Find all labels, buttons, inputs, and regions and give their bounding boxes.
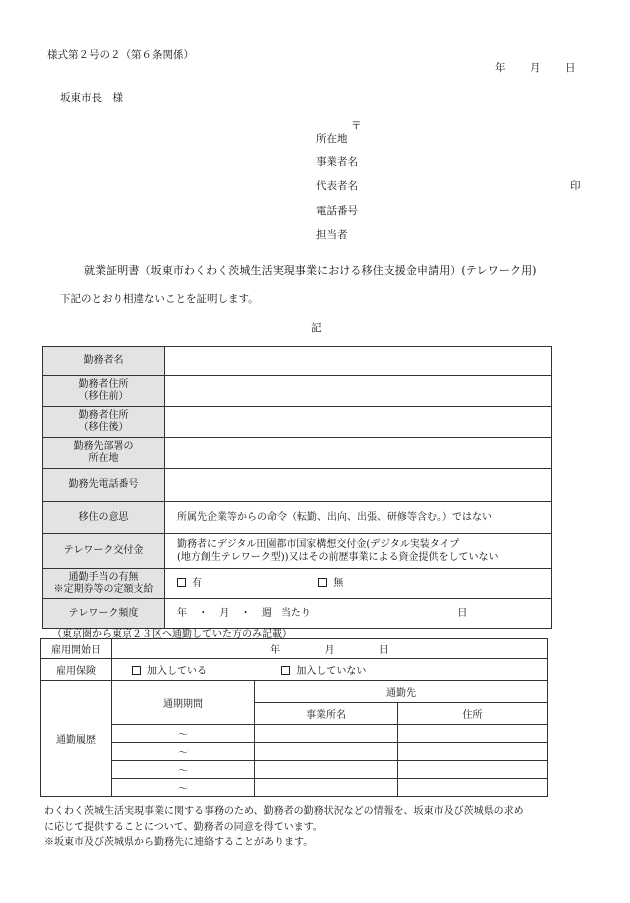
employment-table <box>42 346 552 629</box>
address-before-field[interactable] <box>165 376 552 407</box>
commute-period-cell[interactable]: ～ <box>112 779 255 797</box>
office-name-cell[interactable] <box>255 743 398 761</box>
commute-history-label: 通勤履歴 <box>41 681 112 797</box>
dept-address-label: 勤務先部署の 所在地 <box>43 438 165 469</box>
checkbox-icon[interactable] <box>281 666 290 675</box>
telework-frequency-label: テレワーク頻度 <box>43 599 165 629</box>
form-number: 様式第２号の２（第６条関係） <box>47 49 194 61</box>
contact-note: ※坂東市及び茨城県から勤務先に連絡することがあります。 <box>44 837 314 848</box>
date-day-label: 日 <box>565 62 576 74</box>
office-address-cell[interactable] <box>398 743 548 761</box>
addressee: 坂東市長 様 <box>60 92 123 104</box>
migration-intent-value: 所属先企業等からの命令（転勤、出向、出張、研修等含む。）ではない <box>165 502 552 534</box>
office-name-cell[interactable] <box>255 761 398 779</box>
commute-period-cell[interactable]: ～ <box>112 761 255 779</box>
dept-address-field[interactable] <box>165 438 552 469</box>
office-address-cell[interactable] <box>398 779 548 797</box>
date-month-label: 月 <box>530 62 541 74</box>
commute-history-table <box>40 638 548 797</box>
checkbox-icon[interactable] <box>177 578 186 587</box>
not-insured-option[interactable]: 加入していない <box>281 666 366 677</box>
telework-frequency-value[interactable]: 年 ・ 月 ・ 週 当たり 日 <box>165 599 552 629</box>
checkbox-icon[interactable] <box>132 666 141 675</box>
commute-destination-header: 通勤先 <box>255 681 548 703</box>
certification-statement: 下記のとおり相違ないことを証明します。 <box>60 293 259 305</box>
employer-representative-label: 代表者名 <box>316 180 358 192</box>
seal-mark: 印 <box>570 180 581 192</box>
allowance-yes-option[interactable]: 有 <box>177 578 202 589</box>
insured-option[interactable]: 加入している <box>132 666 207 677</box>
allowance-no-option[interactable]: 無 <box>318 578 343 589</box>
worker-name-label: 勤務者名 <box>43 347 165 376</box>
commute-period-cell[interactable]: ～ <box>112 743 255 761</box>
dept-phone-field[interactable] <box>165 469 552 502</box>
checkbox-icon[interactable] <box>318 578 327 587</box>
office-address-cell[interactable] <box>398 725 548 743</box>
employment-start-label: 雇用開始日 <box>41 639 112 659</box>
address-before-label: 勤務者住所 （移住前） <box>43 376 165 407</box>
employer-contact-label: 担当者 <box>316 229 348 241</box>
address-after-label: 勤務者住所 （移住後） <box>43 407 165 438</box>
telework-grant-label: テレワーク交付金 <box>43 534 165 569</box>
employment-insurance-label: 雇用保険 <box>41 659 112 681</box>
tokyo-commuter-note: （東京圏から東京２３区へ通勤していた方のみ記載） <box>52 629 292 640</box>
ki-heading: 記 <box>311 322 322 334</box>
dept-phone-label: 勤務先電話番号 <box>43 469 165 502</box>
office-name-cell[interactable] <box>255 779 398 797</box>
commute-allowance-options <box>165 569 552 599</box>
employment-start-field[interactable]: 年 月 日 <box>112 639 548 659</box>
migration-intent-label: 移住の意思 <box>43 502 165 534</box>
consent-note-line1: わくわく茨城生活実現事業に関する事務のため、勤務者の勤務状況などの情報を、坂東市及び茨城県の求め <box>44 806 524 817</box>
commute-period-header: 通期期間 <box>112 681 255 725</box>
address-after-field[interactable] <box>165 407 552 438</box>
office-address-cell[interactable] <box>398 761 548 779</box>
date-year-label: 年 <box>495 62 506 74</box>
office-name-cell[interactable] <box>255 725 398 743</box>
consent-note-line2: に応じて提供することについて、勤務者の同意を得ています。 <box>44 822 323 833</box>
employment-insurance-options <box>112 659 548 681</box>
telework-grant-value: 勤務者にデジタル田園都市国家構想交付金(デジタル実装タイプ (地方創生テレワーク型))又はその前歴事業による資金提供をしていない <box>165 534 552 569</box>
postal-mark: 〒 <box>351 120 362 132</box>
commute-allowance-label: 通勤手当の有無 ※定期券等の定額支給 <box>43 569 165 599</box>
office-address-header: 住所 <box>398 703 548 725</box>
worker-name-field[interactable] <box>165 347 552 376</box>
commute-period-cell[interactable]: ～ <box>112 725 255 743</box>
office-name-header: 事業所名 <box>255 703 398 725</box>
employer-name-label: 事業者名 <box>316 156 358 168</box>
document-title: 就業証明書（坂東市わくわく茨城生活実現事業における移住支援金申請用）(テレワーク用) <box>84 264 537 277</box>
employer-address-label: 所在地 <box>316 133 348 145</box>
employer-phone-label: 電話番号 <box>316 205 358 217</box>
